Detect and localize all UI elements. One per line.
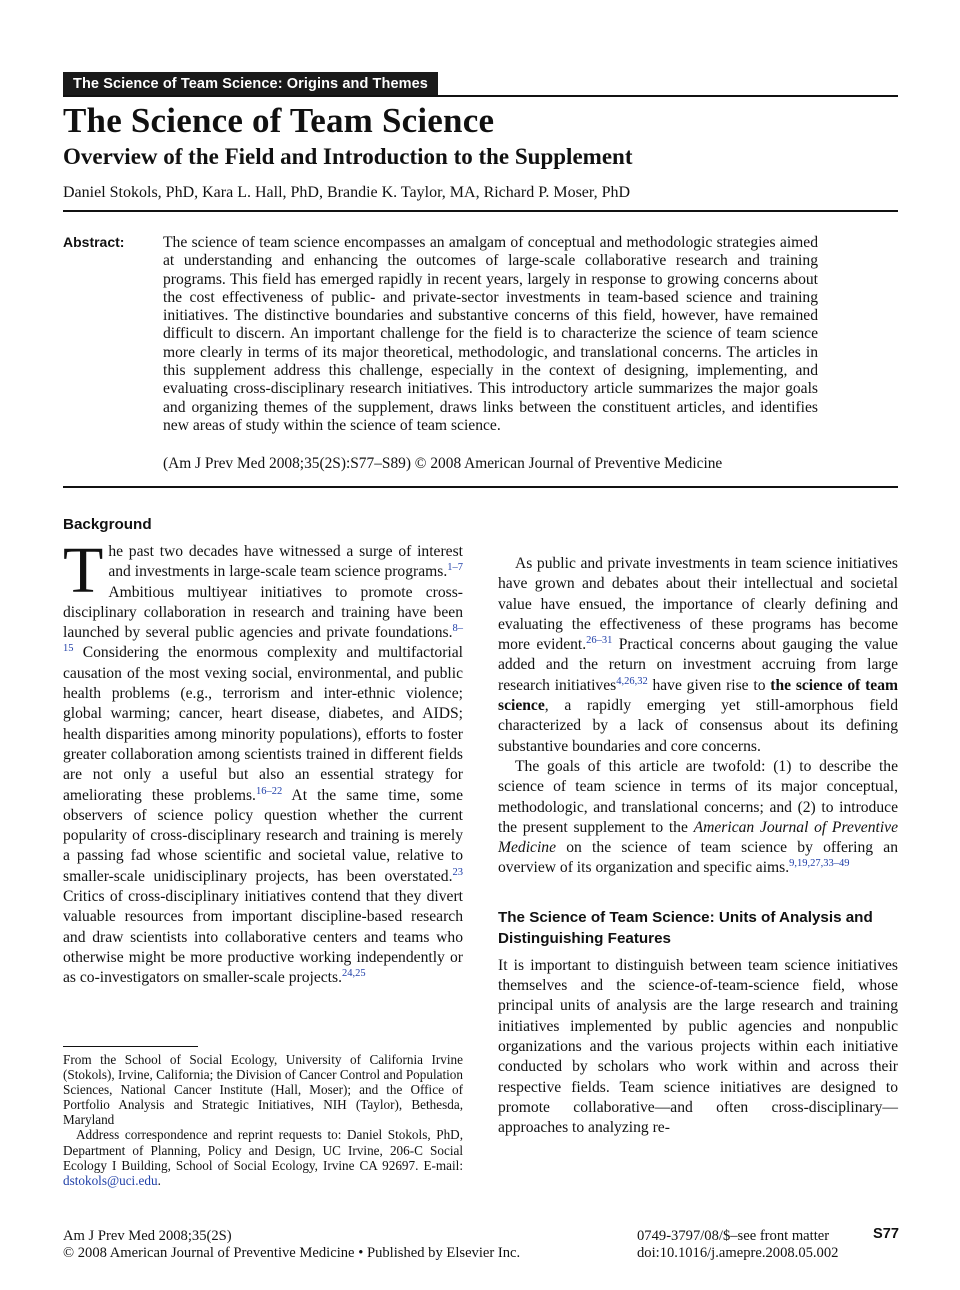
journal-name: American Journal of Preventive Medicine: [498, 818, 898, 857]
bullet-separator: •: [358, 1245, 364, 1261]
page-number: S77: [873, 1226, 899, 1242]
citation-ref[interactable]: 4,26,32: [616, 675, 648, 687]
text-run: At the same time, some observers of science policy question whether the current popularity of cross-disciplinary research and training is merely a passing fad whose scientific and societal value, relative to smaller-scale unidisciplinary projects, has been overstated.: [63, 786, 463, 885]
citation-ref[interactable]: 24,25: [341, 968, 366, 980]
units-heading: The Science of Team Science: Units of Analysis and Distinguishing Features: [498, 908, 873, 947]
paragraph-intro: [63, 534, 463, 989]
footer-issn: 0749-3797/08/$–see front matter: [637, 1228, 830, 1244]
article-subtitle: Overview of the Field and Introduction to the Supplement: [63, 144, 633, 169]
text-run: have given rise to: [647, 676, 771, 694]
footer-doi[interactable]: doi:10.1016/j.amepre.2008.05.002: [637, 1245, 839, 1261]
text-run: Practical concerns about gauging the value added and the return on investment accruing from large research initiatives: [498, 636, 898, 694]
email-link[interactable]: dstokols@uci.edu: [63, 1172, 158, 1188]
text-run: As public and private investments in team science initiatives have grown and debates about their intellectual and societal value have ensued, the importance of clearly defining and evaluating the effectiveness of these programs has become more evident.: [498, 555, 898, 654]
paragraph-units: It is important to distinguish between team science initiatives themselves and the science-of-team-science field, whose principal units of analysis are the large research and training initiatives implemented by public agencies and nonpublic organizations and the various projects within each initiative conducted by scholars who work within and across their respective fields. Team science initiatives are designed to promote collaborative—and often cross-disciplinary—approaches to analyzing re-: [498, 956, 898, 1137]
footer-copyright: © 2008 American Journal of Preventive Medicine: [63, 1245, 355, 1261]
address-text: Address correspondence and reprint requests to: Daniel Stokols, PhD, Department of Planning, Policy and Design, UC Irvine, 206-C Social Ecology I Building, School of Social Ecology, Irvine CA 92697. E-mail:: [63, 1127, 463, 1173]
section-tag: The Science of Team Science: Origins and Themes: [63, 72, 438, 95]
citation-ref[interactable]: 9,19,27,33–49: [789, 858, 850, 870]
text-run: he past two decades have witnessed a surge of interest and investments in large-scale team science programs.: [108, 543, 463, 581]
right-column: [498, 514, 898, 1138]
paragraph-goals: [498, 757, 898, 879]
paragraph-investments: [498, 554, 898, 757]
text-run: Ambitious multiyear initiatives to promote cross-disciplinary collaboration in research and training have been launched by several public agencies and private foundations.: [63, 583, 463, 642]
abstract-text: The science of team science encompasses an amalgam of conceptual and methodologic strategies aimed at understanding and enhancing the outcomes of large-scale collaborative research and training programs. This field has emerged rapidly in recent years, largely in response to growing concerns about the cost effectiveness of public- and private-sector investments in team-based science and training initiatives. The distinctive boundaries and substantive concerns of this field, however, have remained difficult to discern. An important challenge for the field is to characterize the science of team science more clearly in terms of its major theoretical, methodologic, and translational concerns. The articles in this supplement address this challenge, especially in the context of designing, implementing, and evaluating cross-disciplinary research initiatives. This introductory article summarizes the major goals and organizing themes of the supplement, draws links between the constituent articles, and identifies new areas of study within the science of team science.: [163, 234, 818, 434]
top-rule: [63, 95, 898, 97]
author-list: Daniel Stokols, PhD, Kara L. Hall, PhD, Brandie K. Taylor, MA, Richard P. Moser, PhD: [63, 184, 631, 201]
background-heading: Background: [63, 516, 152, 533]
text-run: , a rapidly emerging yet still-amorphous field characterized by a lack of consensus about its defining substantive boundaries and core concerns.: [498, 697, 898, 755]
footnotes: [63, 1052, 463, 1188]
citation-ref[interactable]: 26–31: [586, 635, 613, 646]
text-run: .: [157, 1172, 161, 1188]
citation-ref[interactable]: 23: [452, 866, 463, 878]
footnote-rule: [63, 1046, 198, 1047]
affiliation-note: From the School of Social Ecology, University of California Irvine (Stokols), Irvine, California; the Division of Cancer Control and Population Sciences, National Cancer Institute (Hall, Moser); and the Office of Portfolio Analysis and Strategic Initiatives, NIH (Taylor), Bethesda, Maryland: [63, 1052, 463, 1128]
text-run: The goals of this article are twofold: (1) to describe the science of team science in terms of its major conceptual, methodologic, and translational concerns; and (2) to introduce the present supplement to the: [498, 757, 898, 836]
abstract-label: Abstract:: [63, 234, 125, 250]
citation-ref[interactable]: 16–22: [255, 785, 283, 797]
footer-left: [63, 1228, 520, 1262]
abstract-rule: [63, 486, 898, 488]
text-run: Considering the enormous complexity and multifactorial causation of the most vexing social, environmental, and public health problems (e.g., terrorism and inter-ethnic violence; global warming; cancer, heart disease, diabetes, and AIDS; health disparities among minority populations), efforts to foster greater collaboration among scientists trained in different fields are not only a useful but also an essential strategy for ameliorating these problems.: [63, 644, 463, 804]
footer-journal: Am J Prev Med 2008;35(2S): [63, 1228, 232, 1244]
footer-publisher: Published by Elsevier Inc.: [366, 1245, 521, 1261]
citation-line: (Am J Prev Med 2008;35(2S):S77–S89) © 2008 American Journal of Preventive Medicine: [163, 455, 723, 472]
citation-ref[interactable]: 1–7: [447, 562, 463, 574]
footer-right: [637, 1228, 838, 1262]
article-title: The Science of Team Science: [63, 101, 495, 140]
footer-copyright-line: [63, 1245, 520, 1262]
text-run: on the science of team science by offering an overview of its organization and specific aims.: [498, 839, 898, 877]
citation-ref[interactable]: 8–15: [63, 623, 463, 655]
left-column: [63, 514, 463, 989]
text-run: Critics of cross-disciplinary initiatives contend that they divert valuable resources from important discipline-based research and draw scientists into collaborative centers and teams who otherwise might be more productive working independently or as co-investigators on smaller-scale projects.: [63, 888, 463, 987]
correspondence-note: [63, 1127, 463, 1187]
title-rule: [63, 210, 898, 212]
key-term: the science of team science: [498, 676, 898, 715]
drop-cap: T: [63, 534, 104, 607]
